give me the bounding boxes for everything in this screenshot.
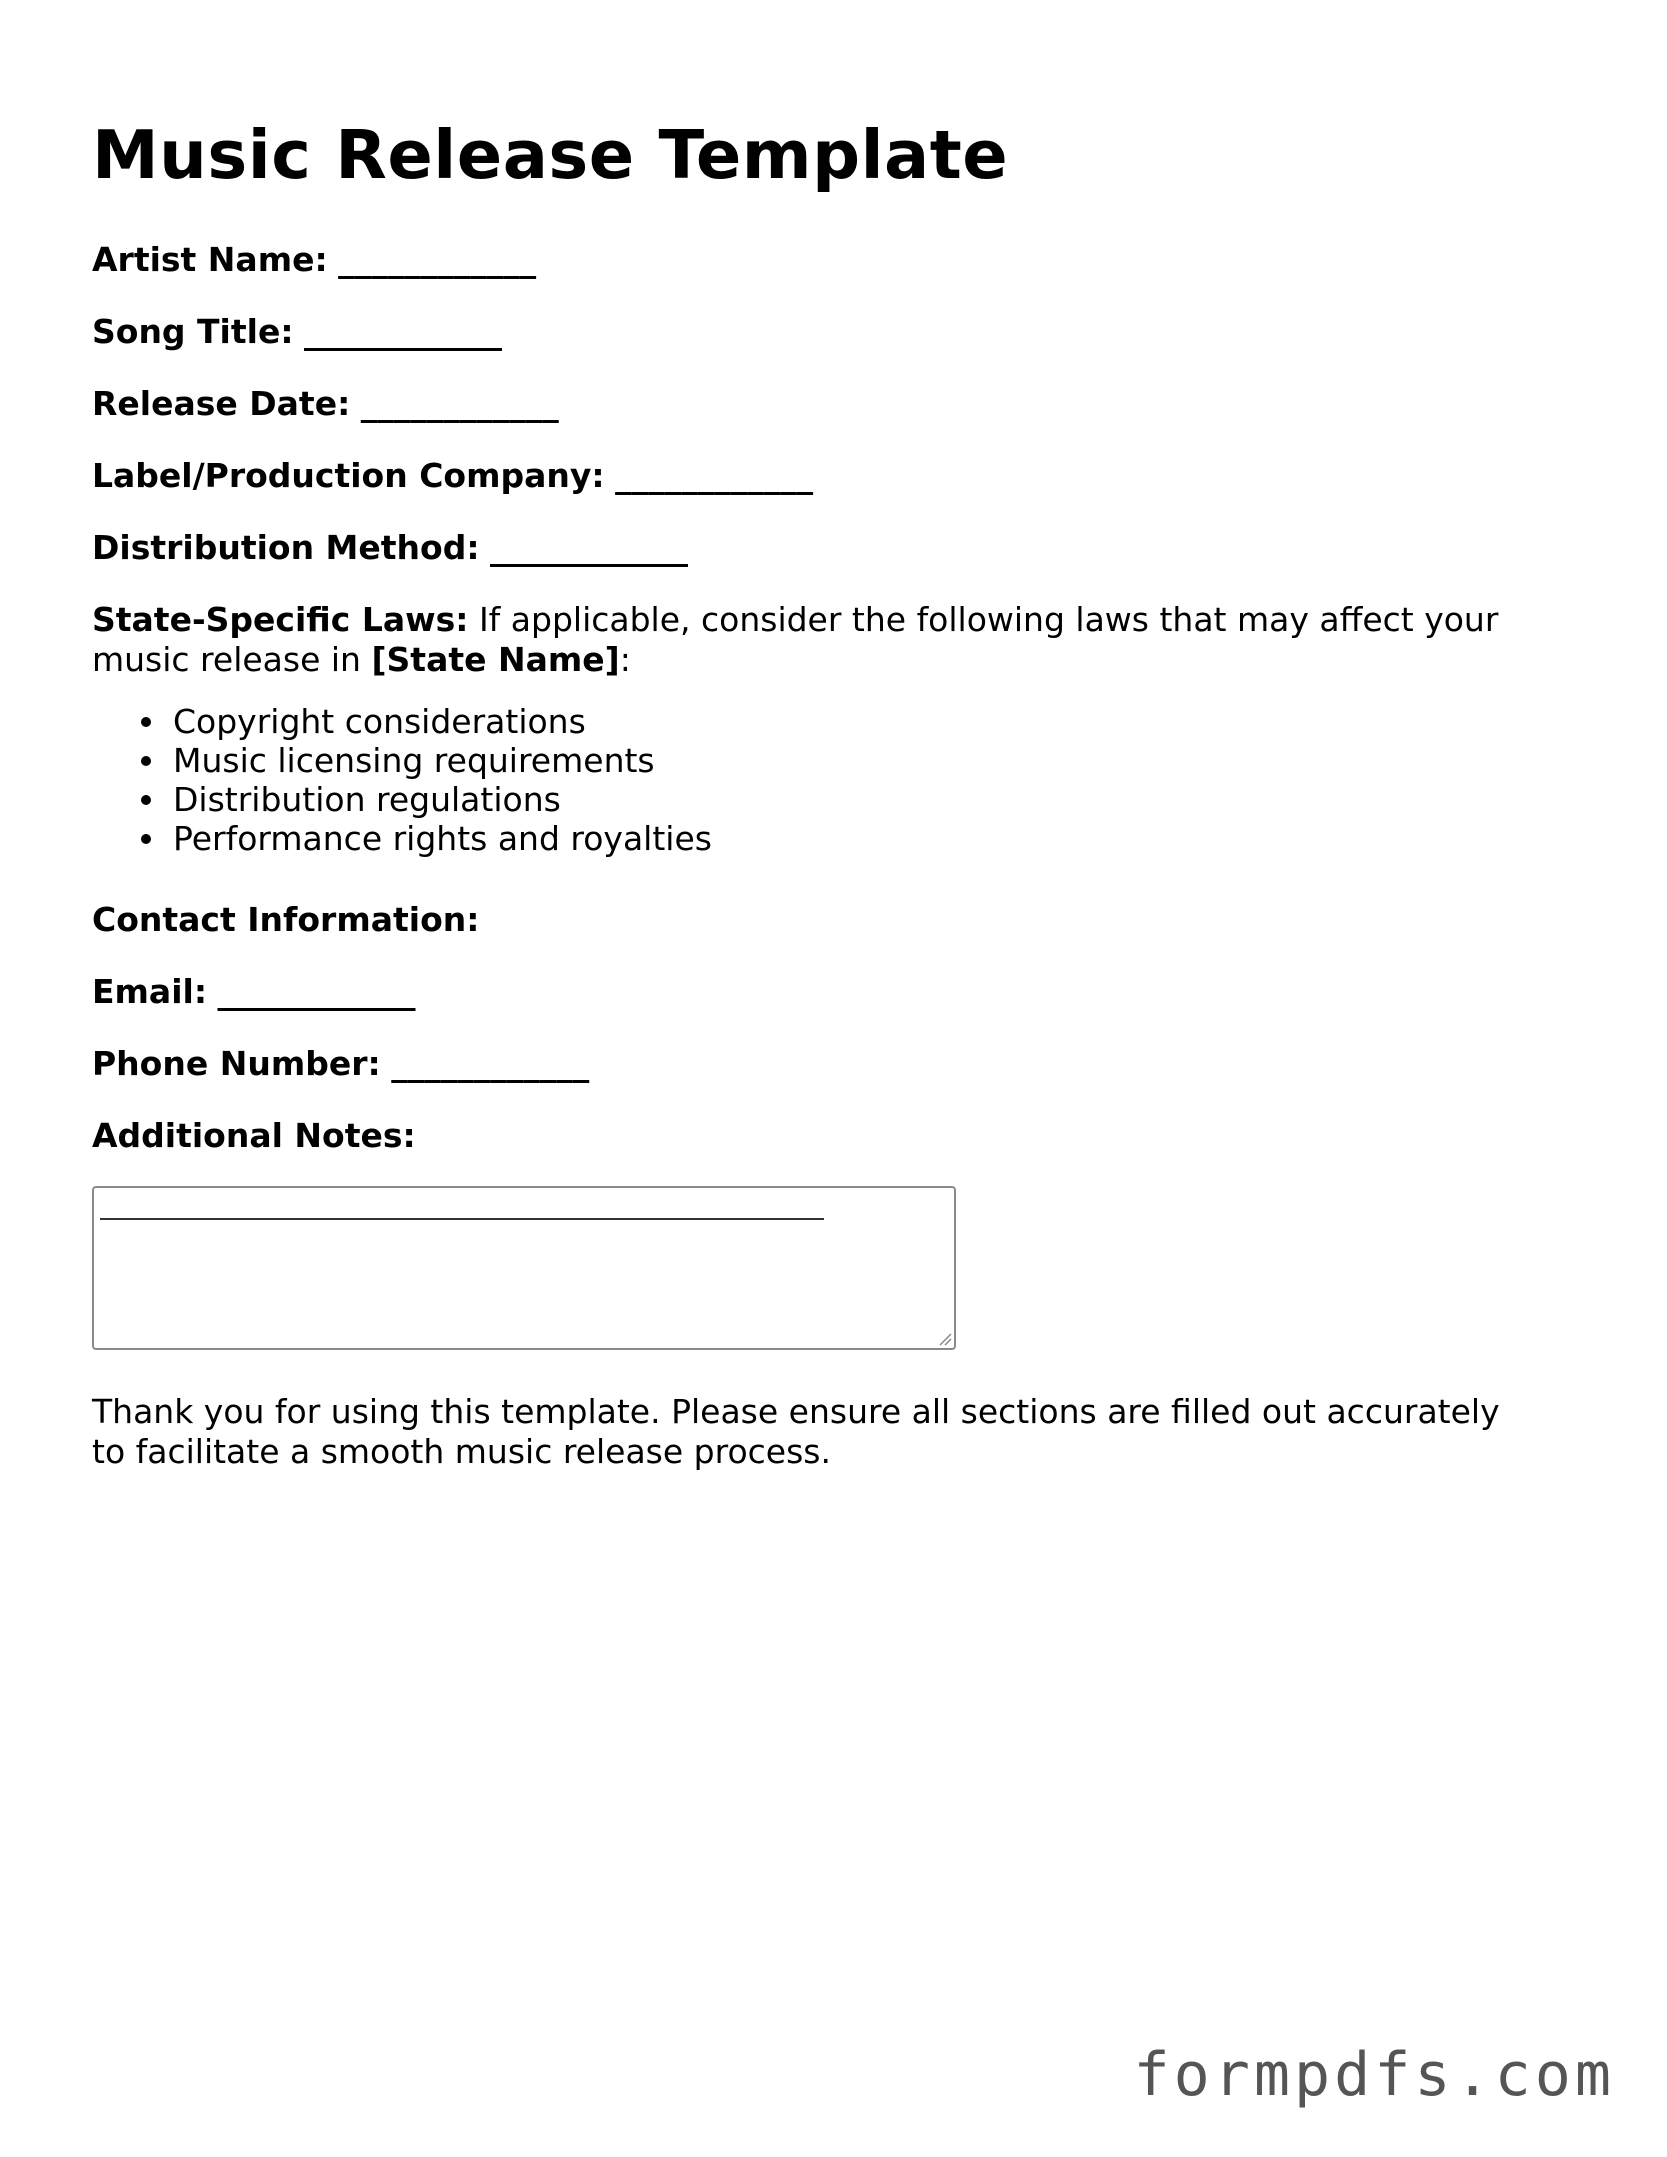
artist-name-blank[interactable]: ____________ bbox=[338, 240, 537, 279]
song-title-field bbox=[92, 312, 502, 352]
contact-heading bbox=[92, 900, 479, 940]
artist-name-field bbox=[92, 240, 536, 280]
law-list bbox=[92, 702, 712, 858]
distribution-method-label: Distribution Method: bbox=[92, 528, 480, 567]
label-company-field bbox=[92, 456, 813, 496]
list-item: Copyright considerations bbox=[92, 702, 712, 741]
email-blank[interactable]: ____________ bbox=[217, 972, 416, 1011]
state-laws-colon: : bbox=[619, 640, 631, 679]
artist-name-label: Artist Name: bbox=[92, 240, 328, 279]
state-laws-text: If applicable, consider the following laws that may affect your music release in bbox=[92, 600, 1499, 679]
list-item: Distribution regulations bbox=[92, 780, 712, 819]
release-date-field bbox=[92, 384, 559, 424]
list-item: Performance rights and royalties bbox=[92, 819, 712, 858]
page-title: Music Release Template bbox=[92, 116, 1009, 194]
distribution-method-blank[interactable]: ____________ bbox=[490, 528, 689, 567]
additional-notes-label: Additional Notes: bbox=[92, 1116, 416, 1155]
list-item: Music licensing requirements bbox=[92, 741, 712, 780]
notes-underline bbox=[100, 1218, 824, 1220]
song-title-label: Song Title: bbox=[92, 312, 294, 351]
label-company-label: Label/Production Company: bbox=[92, 456, 605, 495]
email-field bbox=[92, 972, 416, 1012]
phone-number-label: Phone Number: bbox=[92, 1044, 381, 1083]
additional-notes-heading bbox=[92, 1116, 416, 1156]
release-date-blank[interactable]: ____________ bbox=[360, 384, 559, 423]
phone-number-blank[interactable]: ____________ bbox=[391, 1044, 590, 1083]
state-name-placeholder: [State Name] bbox=[371, 640, 620, 679]
closing-paragraph: Thank you for using this template. Please ensure all sections are filled out accurately to facilitate a smooth music release process. bbox=[92, 1392, 1500, 1471]
additional-notes-textarea[interactable] bbox=[92, 1186, 956, 1350]
phone-number-field bbox=[92, 1044, 589, 1084]
resize-handle-icon[interactable] bbox=[936, 1330, 952, 1346]
song-title-blank[interactable]: ____________ bbox=[304, 312, 503, 351]
distribution-method-field bbox=[92, 528, 688, 568]
state-laws-paragraph bbox=[92, 600, 1512, 680]
watermark-text: formpdfs.com bbox=[1133, 2040, 1615, 2110]
contact-heading-label: Contact Information: bbox=[92, 900, 480, 939]
release-date-label: Release Date: bbox=[92, 384, 351, 423]
email-label: Email: bbox=[92, 972, 208, 1011]
state-laws-label: State-Specific Laws: bbox=[92, 600, 469, 639]
label-company-blank[interactable]: ____________ bbox=[615, 456, 814, 495]
